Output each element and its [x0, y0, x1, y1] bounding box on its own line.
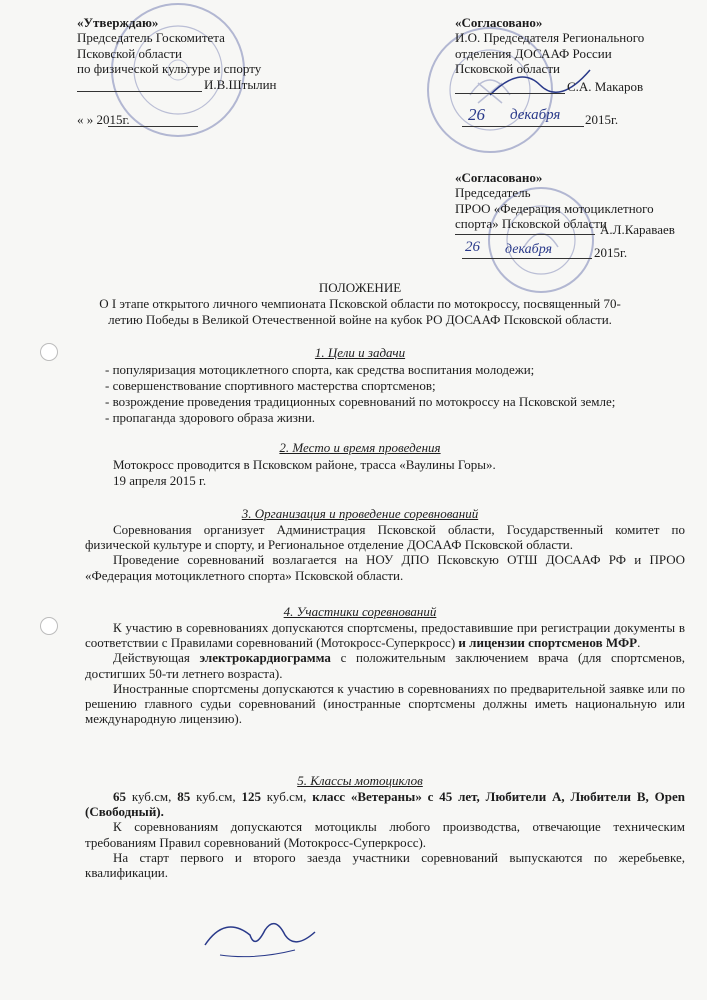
approve-left-title: «Утверждаю» — [77, 15, 159, 30]
class-85-unit: куб.см, — [190, 789, 242, 804]
section-1-item: - возрождение проведения традиционных соревнований по мотокроссу на Псковской земле; — [105, 394, 616, 409]
approve-right-1 — [455, 15, 644, 77]
section-3-title: 3. Организация и проведение соревнований — [241, 506, 479, 521]
class-125: 125 — [241, 789, 261, 804]
document-subtitle-line2: летию Победы в Великой Отечественной войне на кубок РО ДОСААФ Псковской области. — [108, 312, 612, 327]
approve-left-signer: И.В.Штылин — [204, 77, 277, 92]
section-4-p1-license: и лицензии спортсменов МФР — [458, 635, 638, 651]
section-4-p2-ecg: электрокардиограмма — [199, 650, 331, 666]
approve-left — [77, 15, 261, 77]
document-subtitle-line1: О I этапе открытого личного чемпионата Псковской области по мотокроссу, посвященный 70- — [99, 296, 621, 311]
approve-right-1-line1: И.О. Председателя Регионального — [455, 30, 645, 46]
approve-right-1-signature-line — [455, 93, 565, 94]
class-125-unit: куб.см, — [260, 789, 313, 804]
section-3-body — [85, 522, 685, 583]
approve-right-2-signer: А.Л.Караваев — [600, 222, 675, 237]
section-4-p1-text: К участию в соревнованиях допускаются спортсмены, предоставившие при регистрации документы в соответствии с Правилами соревнований (Мотокросс-Суперкросс) — [85, 620, 685, 651]
section-2-line1: Мотокросс проводится в Псковском районе, трасса «Ваулины Горы». — [113, 457, 496, 472]
section-5-paragraph-2: К соревнованиям допускаются мотоциклы любого производства, отвечающие техническим требованиям Правил соревнований (Мотокросс-Суперкросс). — [85, 819, 685, 850]
section-1-list — [105, 362, 615, 426]
section-5-body — [85, 789, 685, 880]
approve-right-2-signature-line — [455, 234, 595, 235]
section-3-paragraph-1: Соревнования организует Администрация Псковской области, Государственный комитет по физической культуре и спорту, и Региональное отделение ДОСААФ Псковской области. — [85, 522, 685, 553]
approve-right-1-date-line — [462, 126, 584, 127]
approve-right-2-date: 2015г. — [594, 245, 628, 260]
approve-right-1-date-month: декабря — [510, 107, 561, 123]
section-4-paragraph-2 — [85, 650, 685, 680]
approve-left-signature-line — [77, 91, 202, 92]
approve-right-1-signer: С.А. Макаров — [567, 79, 644, 94]
punch-hole-top — [40, 343, 58, 361]
approve-right-2-date-line — [462, 258, 592, 259]
section-5-paragraph-3: На старт первого и второго заезда участники соревнований выпускаются по жеребьевке, квалификации. — [85, 849, 685, 881]
section-2-title: 2. Место и время проведения — [279, 440, 441, 455]
approve-right-2-line1: Председатель — [455, 185, 531, 201]
section-1-item: - популяризация мотоциклетного спорта, как средства воспитания молодежи; — [105, 362, 535, 377]
document-title: ПОЛОЖЕНИЕ — [318, 280, 402, 295]
approve-right-1-date: 2015г. — [585, 112, 619, 127]
class-65-unit: куб.см, — [126, 789, 178, 804]
approve-left-date: « » 2015г. — [77, 112, 130, 127]
section-5-classes — [85, 789, 685, 819]
signature-bottom — [195, 910, 325, 965]
approve-right-2-title: «Согласовано» — [455, 170, 543, 185]
approve-right-2-date-day: 26 — [465, 239, 480, 255]
section-4-paragraph-1 — [85, 620, 685, 650]
section-1-title: 1. Цели и задачи — [314, 345, 406, 360]
approve-right-2-line2: ПРОО «Федерация мотоциклетного — [455, 200, 654, 216]
section-3-paragraph-2: Проведение соревнований возлагается на НОУ ДПО Псковскую ОТШ ДОСААФ РФ и ПРОО «Федерация мотоциклетного спорта» Псковской области. — [85, 552, 685, 583]
section-4-p2-rest: с положительным заключением врача (для спортсменов, достигших 50-ти летнего возраста). — [85, 650, 686, 681]
approve-right-1-title: «Согласовано» — [455, 15, 543, 30]
approve-right-1-line2: отделения ДОСААФ России — [455, 45, 612, 61]
approve-right-2-line3: спорта» Псковской области — [455, 216, 607, 232]
section-1-item: - пропаганда здорового образа жизни. — [105, 410, 316, 425]
section-2-line2: 19 апреля 2015 г. — [113, 473, 207, 488]
approve-left-line2: Псковской области — [77, 45, 182, 61]
approve-left-date-line — [108, 126, 198, 127]
section-4-p1-end: . — [637, 635, 641, 651]
section-4-p2-text: Действующая — [113, 650, 200, 666]
approve-left-line3: по физической культуре и спорту — [77, 61, 262, 77]
approve-right-1-line3: Псковской области — [455, 61, 560, 77]
section-5-title: 5. Классы мотоциклов — [297, 773, 423, 788]
section-4-title: 4. Участники соревнований — [283, 604, 437, 619]
approve-right-1-date-day: 26 — [468, 105, 485, 124]
class-85: 85 — [177, 789, 191, 804]
approve-left-line1: Председатель Госкомитета — [77, 30, 225, 46]
section-4-paragraph-3: Иностранные спортсмены допускаются к участию в соревнованиях по предварительной заявке или по решению главного судьи соревнований (иностранные спортсмены должны иметь национальную или международную лицензию). — [85, 680, 685, 727]
class-other: класс «Ветераны» с 45 лет, Любители А, Любители В, Open (Свободный). — [85, 789, 685, 820]
approve-right-2-date-month: декабря — [505, 242, 553, 257]
section-4-body — [85, 620, 685, 726]
section-1-item: - совершенствование спортивного мастерства спортсменов; — [105, 378, 436, 393]
class-65: 65 — [113, 789, 126, 804]
punch-hole-bottom — [40, 617, 58, 635]
